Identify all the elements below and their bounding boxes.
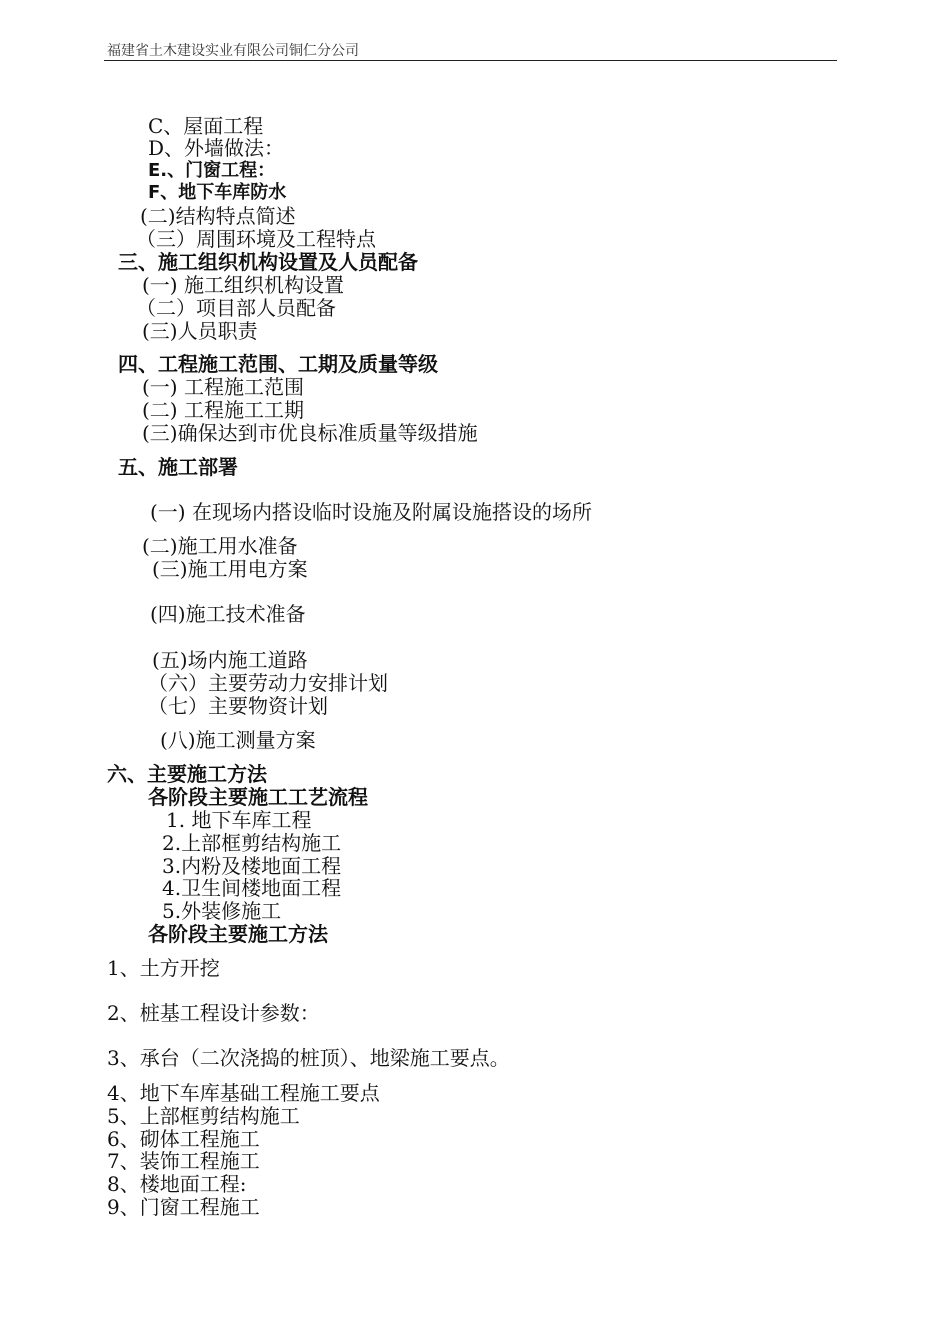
toc-line: 9、门窗工程施工 [107, 1195, 260, 1219]
page-header-company: 福建省土木建设实业有限公司铜仁分公司 [107, 43, 359, 59]
toc-heading: 六、主要施工方法 [107, 762, 267, 786]
toc-line: 3、承台（二次浇捣的桩顶）、地梁施工要点。 [107, 1046, 510, 1070]
toc-line: （三）周围环境及工程特点 [136, 227, 376, 251]
toc-line: (四)施工技术准备 [150, 602, 306, 626]
toc-line: E.、门窗工程： [148, 160, 276, 181]
toc-line: 8、楼地面工程: [107, 1172, 247, 1196]
toc-line: （六）主要劳动力安排计划 [148, 671, 388, 695]
toc-heading: 四、工程施工范围、工期及质量等级 [118, 352, 438, 376]
toc-line: 2.上部框剪结构施工 [162, 831, 342, 855]
toc-heading: 三、施工组织机构设置及人员配备 [118, 250, 418, 274]
toc-line: 5、上部框剪结构施工 [107, 1104, 300, 1128]
toc-line: 4、地下车库基础工程施工要点 [107, 1081, 380, 1105]
toc-line: (二)施工用水准备 [142, 534, 298, 558]
toc-line: (八)施工测量方案 [160, 728, 316, 752]
toc-line: 2、桩基工程设计参数： [107, 1001, 320, 1025]
toc-line: (一) 施工组织机构设置 [142, 273, 344, 297]
toc-line: 3.内粉及楼地面工程 [162, 854, 342, 878]
toc-line: (五)场内施工道路 [152, 648, 308, 672]
toc-line: （二）项目部人员配备 [136, 296, 336, 320]
toc-subheading: 各阶段主要施工工艺流程 [148, 785, 368, 809]
toc-line: 6、砌体工程施工 [107, 1127, 260, 1151]
toc-line: (二)结构特点简述 [140, 204, 296, 228]
toc-line: (一) 工程施工范围 [142, 375, 304, 399]
toc-line: (一) 在现场内搭设临时设施及附属设施搭设的场所 [150, 500, 592, 524]
toc-heading: 五、施工部署 [118, 455, 238, 479]
toc-line: D、外墙做法： [148, 136, 285, 160]
toc-line: 1、土方开挖 [107, 956, 220, 980]
toc-line: 7、装饰工程施工 [107, 1149, 260, 1173]
toc-line: C、屋面工程 [148, 114, 264, 138]
toc-line: (三)人员职责 [142, 319, 258, 343]
toc-line: 4.卫生间楼地面工程 [162, 876, 342, 900]
toc-line: (三)确保达到市优良标准质量等级措施 [142, 421, 478, 445]
header-rule [104, 60, 837, 61]
toc-line: （七）主要物资计划 [148, 694, 328, 718]
toc-line: 5.外装修施工 [162, 899, 282, 923]
toc-line: 1. 地下车库工程 [166, 808, 312, 832]
toc-line: (二) 工程施工工期 [142, 398, 304, 422]
toc-line: F、地下车库防水 [148, 182, 287, 203]
toc-subheading: 各阶段主要施工方法 [148, 922, 328, 946]
toc-line: (三)施工用电方案 [152, 557, 308, 581]
